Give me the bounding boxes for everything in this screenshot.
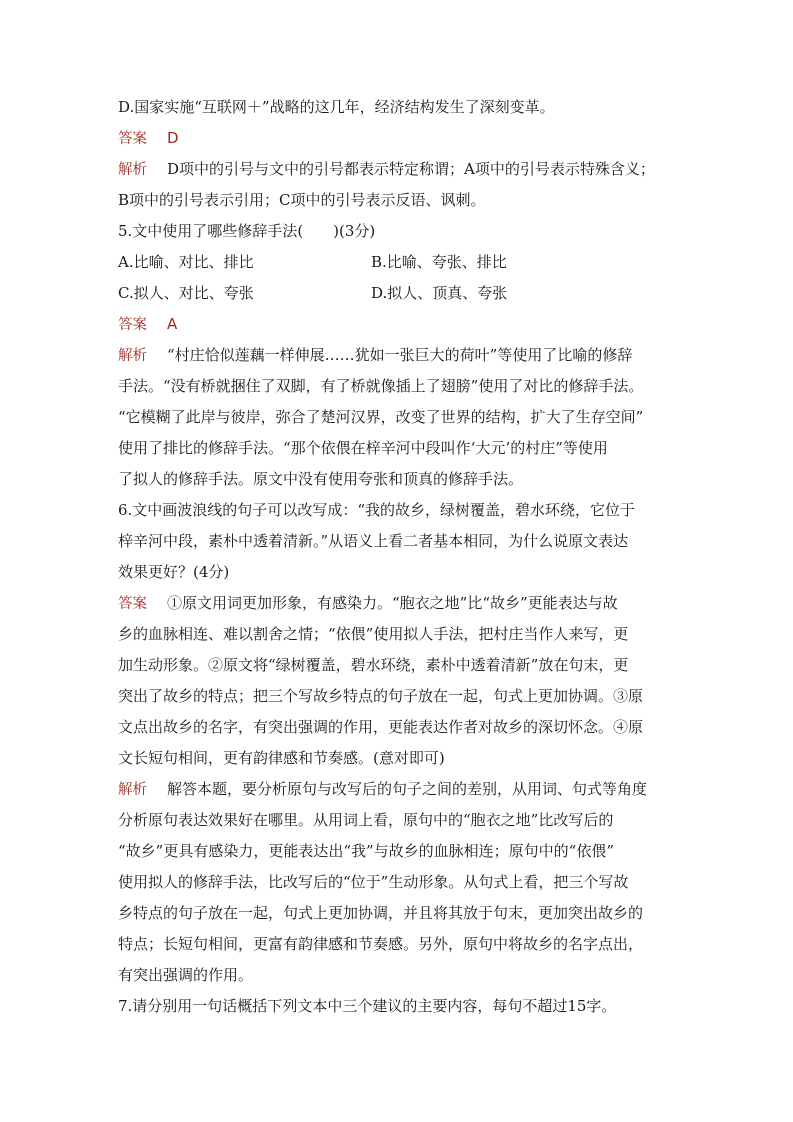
q6-analysis-line-1 [118,774,678,805]
q5-options-row-1 [118,247,678,278]
q5-analysis-line-2: 手法。“没有桥就捆住了双脚，有了桥就像插上了翅膀”使用了对比的修辞手法。 [118,377,644,395]
q6-answer-line-5: 文点出故乡的名字，有突出强调的作用，更能表达作者对故乡的深切怀念。④原 [118,718,644,736]
q6-answer-line-3: 加生动形象。②原文将“绿树覆盖，碧水环绕，素朴中透着清新”放在句末，更 [118,656,629,674]
analysis-text: 解答本题，要分析原句与改写后的句子之间的差别，从用词、句式等角度 [167,780,648,798]
analysis-text: D项中的引号与文中的引号都表示特定称谓；A项中的引号表示特殊含义； [167,160,655,178]
analysis-tag: 解析 [118,162,147,178]
answer-tag: 答案 [118,317,147,333]
q6-answer-line-1 [118,588,678,619]
q4-answer [118,123,678,154]
q6-answer-line-6: 文长短句相间，更有韵律感和节奏感。(意对即可) [118,749,445,767]
answer-value: D [167,129,179,147]
q5-analysis-line-4: 使用了排比的修辞手法。“那个依偎在梓辛河中段叫作‘大元’的村庄”等使用 [118,439,608,457]
analysis-text: “村庄恰似莲藕一样伸展……犹如一张巨大的荷叶”等使用了比喻的修辞 [167,346,633,364]
answer-value: A [167,315,178,333]
q6-answer-line-4: 突出了故乡的特点；把三个写故乡特点的句子放在一起，句式上更加协调。③原 [118,687,644,705]
q6-analysis-line-6: 特点；长短句相间，更富有韵律感和节奏感。另外，原句中将故乡的名字点出， [118,935,644,953]
answer-tag: 答案 [118,596,147,612]
q5-analysis-line-3: “它模糊了此岸与彼岸，弥合了楚河汉界，改变了世界的结构，扩大了生存空间” [118,408,644,426]
q6-question-line-1: 6.文中画波浪线的句子可以改写成：“我的故乡，绿树覆盖，碧水环绕，它位于 [118,501,635,519]
q6-question-line-3: 效果更好？(4分) [118,563,230,581]
document-page [118,92,678,1022]
q5-analysis-line-5: 了拟人的修辞手法。原文中没有使用夸张和顶真的修辞手法。 [118,470,524,488]
analysis-tag: 解析 [118,782,147,798]
q6-analysis-line-4: 使用拟人的修辞手法，比改写后的“位于”生动形象。从句式上看，把三个写故 [118,873,629,891]
q5-answer [118,309,678,340]
q4-option-d: D.国家实施“互联网＋”战略的这几年，经济结构发生了深刻变革。 [118,98,555,116]
q7-question: 7.请分别用一句话概括下列文本中三个建议的主要内容，每句不超过15字。 [118,997,617,1015]
q6-analysis-line-7: 有突出强调的作用。 [118,966,254,984]
q5-option-d: D.拟人、顶真、夸张 [371,284,508,302]
q4-analysis-line-2: B项中的引号表示引用；C项中的引号表示反语、讽刺。 [118,191,486,209]
answer-tag: 答案 [118,131,147,147]
q5-question: 5.文中使用了哪些修辞手法( )(3分) [118,222,376,240]
q6-answer-line-2: 乡的血脉相连、难以割舍之情；“依偎”使用拟人手法，把村庄当作人来写，更 [118,625,629,643]
q6-analysis-line-3: “故乡”更具有感染力，更能表达出“我”与故乡的血脉相连；原句中的“依偎” [118,842,615,860]
q6-analysis-line-2: 分析原句表达效果好在哪里。从用词上看，原句中的“胞衣之地”比改写后的 [118,811,614,829]
q5-options-row-2 [118,278,678,309]
q6-question-line-2: 梓辛河中段，素朴中透着清新。”从语义上看二者基本相同，为什么说原文表达 [118,532,629,550]
q5-option-c: C.拟人、对比、夸张 [118,284,254,302]
q5-analysis-line-1 [118,340,678,371]
analysis-tag: 解析 [118,348,147,364]
q5-option-a: A.比喻、对比、排比 [118,253,254,271]
q4-analysis-line-1 [118,154,678,185]
q6-analysis-line-5: 乡特点的句子放在一起，句式上更加协调，并且将其放于句末，更加突出故乡的 [118,904,644,922]
answer-text: ①原文用词更加形象，有感染力。“胞衣之地”比“故乡”更能表达与故 [167,594,618,612]
q5-option-b: B.比喻、夸张、排比 [371,253,507,271]
